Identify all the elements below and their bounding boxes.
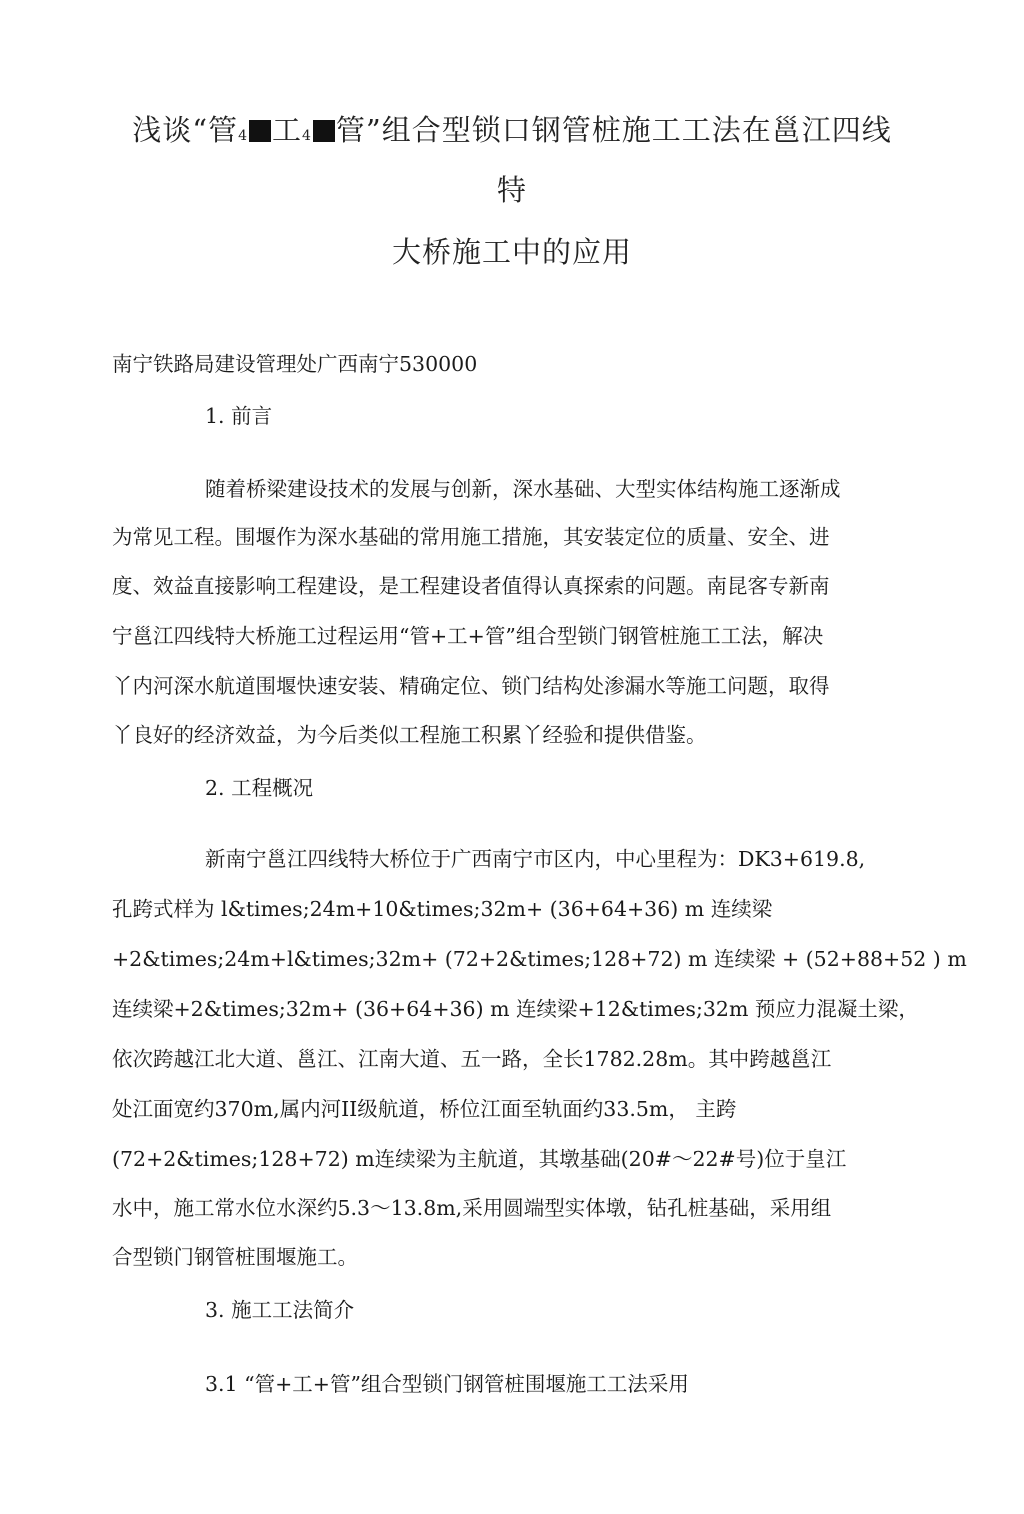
title-part-a: 浅谈“管 xyxy=(132,113,239,147)
section-2-line: 合型锁门钢管桩围堰施工。 xyxy=(112,1245,358,1269)
section-2-line: 处江面宽约370m,属内河II级航道，桥位江面至轨面约33.5m， 主跨 xyxy=(112,1097,737,1121)
redaction-block-icon xyxy=(313,120,335,142)
section-1-line: 丫良好的经济效益，为今后类似工程施工积累丫经验和提供借鉴。 xyxy=(112,723,707,747)
section-3-1-heading: 3.1 “管+工+管”组合型锁门钢管桩围堰施工工法采用 xyxy=(205,1372,689,1396)
title-part-b: 工 xyxy=(271,113,302,147)
section-2-line: 孔跨式样为 l&times;24m+10&times;32m+ (36+64+36) m 连续梁 xyxy=(112,897,773,921)
affiliation: 南宁铁路局建设管理处广西南宁530000 xyxy=(112,352,478,376)
section-1-heading: 1. 前言 xyxy=(205,404,273,428)
section-2-line: 新南宁邕江四线特大桥位于广西南宁市区内，中心里程为：DK3+619.8, xyxy=(205,847,866,871)
document-title-line-1 xyxy=(60,108,964,149)
section-2-line: (72+2&times;128+72) m连续梁为主航道，其墩基础(20#～22#号)位于皇江 xyxy=(112,1147,847,1171)
section-2-line: 水中，施工常水位水深约5.3～13.8m,采用圆端型实体墩，钻孔桩基础，采用组 xyxy=(112,1196,832,1220)
section-2-line: 依次跨越江北大道、邕江、江南大道、五一路，全长1782.28m。其中跨越邕江 xyxy=(112,1047,832,1071)
redaction-block-icon xyxy=(249,120,271,142)
title-superscript-b: 4 xyxy=(302,128,312,144)
document-title-line-2: 特 xyxy=(496,173,527,207)
section-2-heading: 2. 工程概况 xyxy=(205,776,314,800)
section-2-line: +2&times;24m+l&times;32m+ (72+2&times;128+72) m 连续梁 + (52+88+52 ) m xyxy=(112,947,967,971)
section-1-line: 丫内河深水航道围堰快速安装、精确定位、锁门结构处渗漏水等施工问题，取得 xyxy=(112,674,830,698)
section-2-line: 连续梁+2&times;32m+ (36+64+36) m 连续梁+12&times;32m 预应力混凝土梁， xyxy=(112,997,919,1021)
section-1-line: 宁邕江四线特大桥施工过程运用“管+工+管”组合型锁门钢管桩施工工法，解决 xyxy=(112,624,824,648)
section-1-line: 度、效益直接影响工程建设，是工程建设者值得认真探索的问题。南昆客专新南 xyxy=(112,574,830,598)
section-1-line: 为常见工程。围堰作为深水基础的常用施工措施，其安装定位的质量、安全、进 xyxy=(112,525,830,549)
section-1-line: 随着桥梁建设技术的发展与创新，深水基础、大型实体结构施工逐渐成 xyxy=(205,477,841,501)
section-3-heading: 3. 施工工法简介 xyxy=(205,1298,355,1322)
title-part-c: 管”组合型锁口钢管桩施工工法在邕江四线 xyxy=(335,113,892,147)
title-superscript-a: 4 xyxy=(238,128,248,144)
document-title-line-3: 大桥施工中的应用 xyxy=(391,235,632,269)
